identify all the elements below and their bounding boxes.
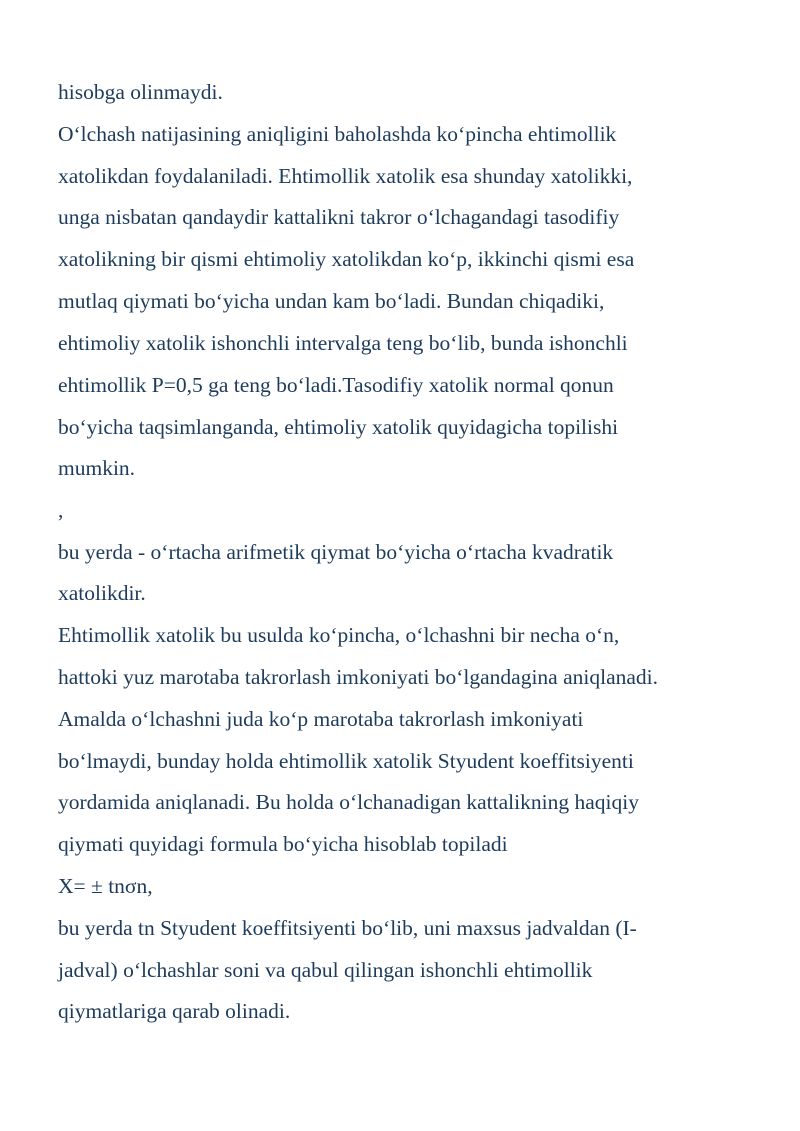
text-line: qiymatlariga qarab olinadi. <box>58 999 291 1023</box>
text-line: bo‘lmaydi, bunday holda ehtimollik xatolik Styudent koeffitsiyenti <box>58 749 634 773</box>
text-line: , <box>58 498 64 522</box>
text-line: Ehtimollik xatolik bu usulda ko‘pincha, o‘lchashni bir necha o‘n, <box>58 623 620 647</box>
text-line: O‘lchash natijasining aniqligini baholashda ko‘pincha ehtimollik <box>58 122 617 146</box>
text-line: unga nisbatan qandaydir kattalikni takror o‘lchagandagi tasodifiy <box>58 205 620 229</box>
text-line: bu yerda - o‘rtacha arifmetik qiymat bo‘yicha o‘rtacha kvadratik <box>58 540 614 564</box>
text-line: ehtimollik P=0,5 ga teng bo‘ladi.Tasodifiy xatolik normal qonun <box>58 373 614 397</box>
text-line: qiymati quyidagi formula bo‘yicha hisoblab topiladi <box>58 832 508 856</box>
text-line: yordamida aniqlanadi. Bu holda o‘lchanadigan kattalikning haqiqiy <box>58 790 639 814</box>
text-line: bo‘yicha taqsimlanganda, ehtimoliy xatolik quyidagicha topilishi <box>58 415 619 439</box>
text-line: bu yerda tn Styudent koeffitsiyenti bo‘lib, uni maxsus jadvaldan (I- <box>58 916 637 940</box>
text-line: hisobga olinmaydi. <box>58 80 223 104</box>
text-line: hattoki yuz marotaba takrorlash imkoniyati bo‘lgandagina aniqlanadi. <box>58 665 659 689</box>
formula-line: X= ± tnσn, <box>58 874 153 898</box>
text-line: ehtimoliy xatolik ishonchli intervalga teng bo‘lib, bunda ishonchli <box>58 331 628 355</box>
text-line: mutlaq qiymati bo‘yicha undan kam bo‘ladi. Bundan chiqadiki, <box>58 289 605 313</box>
text-line: mumkin. <box>58 456 136 480</box>
text-line: xatolikning bir qismi ehtimoliy xatolikdan ko‘p, ikkinchi qismi esa <box>58 247 635 271</box>
text-line: xatolikdan foydalaniladi. Ehtimollik xatolik esa shunday xatolikki, <box>58 164 633 188</box>
text-line: xatolikdir. <box>58 581 146 605</box>
text-line: Amalda o‘lchashni juda ko‘p marotaba takrorlash imkoniyati <box>58 707 584 731</box>
text-line: jadval) o‘lchashlar soni va qabul qilingan ishonchli ehtimollik <box>58 958 593 982</box>
